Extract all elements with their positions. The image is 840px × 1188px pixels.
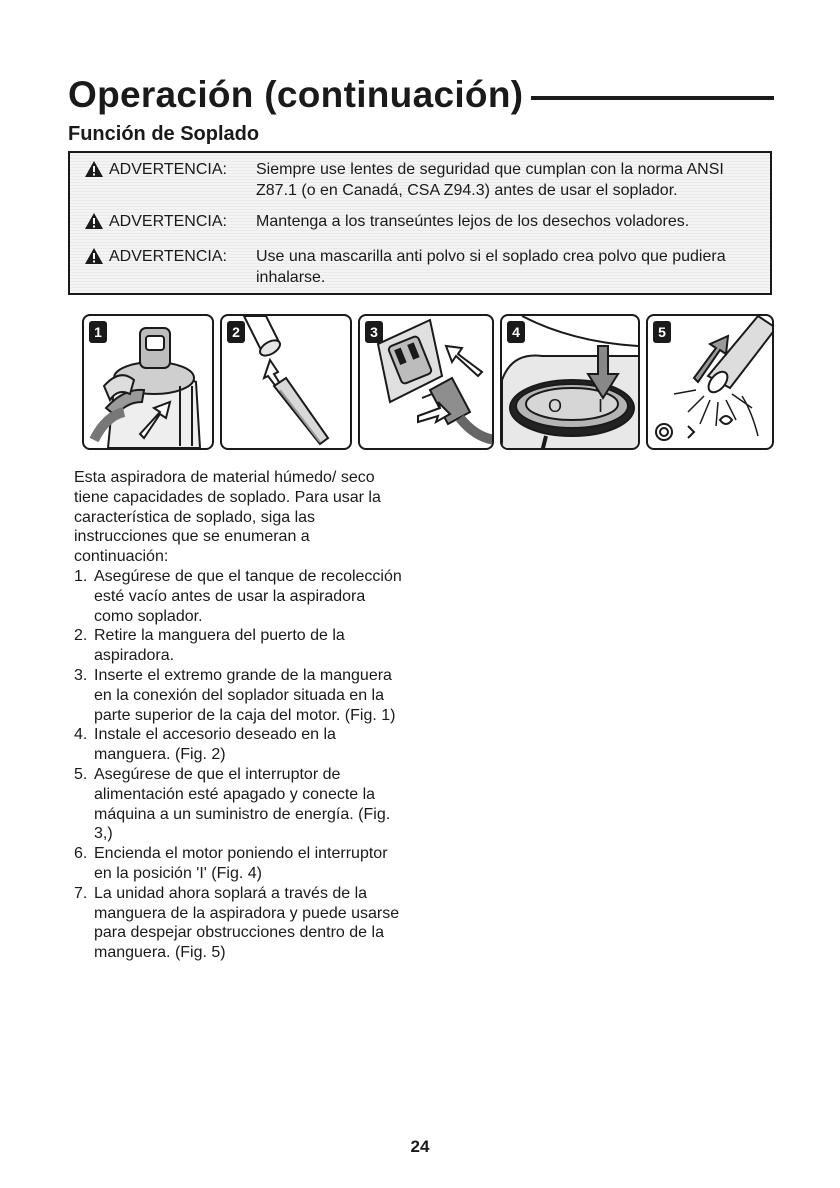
warning-text: Siempre use lentes de seguridad que cumplan con la norma ANSI Z87.1 (o en Canadá, CSA Z94.3) antes de usar el soplador. xyxy=(256,161,724,199)
list-item xyxy=(74,844,404,884)
step-text: Retire la manguera del puerto de la aspiradora. xyxy=(94,627,345,665)
warning-label: ADVERTENCIA: xyxy=(109,213,227,230)
warning-item xyxy=(70,159,766,201)
warning-triangle-icon xyxy=(84,212,104,230)
switch-on-label: I xyxy=(598,396,604,416)
switch-off-label: O xyxy=(548,396,563,416)
figure-number: 1 xyxy=(89,321,107,343)
list-item xyxy=(74,666,404,725)
figure-3 xyxy=(358,314,494,450)
figure-1 xyxy=(82,314,214,450)
warning-box xyxy=(68,151,772,295)
figure-5 xyxy=(646,314,774,450)
step-number: 5. xyxy=(74,765,88,783)
list-item xyxy=(74,725,404,765)
title-rule xyxy=(531,96,774,100)
warning-item xyxy=(70,211,766,232)
list-item xyxy=(74,765,404,844)
step-number: 6. xyxy=(74,845,88,863)
step-number: 2. xyxy=(74,627,88,645)
figure-number: 3 xyxy=(365,321,383,343)
figure-2 xyxy=(220,314,352,450)
step-number: 3. xyxy=(74,666,88,684)
warning-label: ADVERTENCIA: xyxy=(109,248,227,265)
warning-text: Mantenga a los transeúntes lejos de los desechos voladores. xyxy=(256,213,690,230)
page-title: Operación (continuación) xyxy=(68,74,524,115)
figure-number: 2 xyxy=(227,321,245,343)
warning-triangle-icon xyxy=(84,160,104,178)
page-header xyxy=(68,70,774,120)
warning-item xyxy=(70,246,766,288)
step-text: Asegúrese de que el interruptor de alimentación esté apagado y conecte la máquina a un suministro de energía. (Fig. 3,) xyxy=(94,765,391,843)
step-number: 1. xyxy=(74,567,88,585)
figure-number: 5 xyxy=(653,321,671,343)
step-text: La unidad ahora soplará a través de la manguera de la aspiradora y puede usarse para despejar obstrucciones dentro de la manguera. (Fig. 5) xyxy=(94,884,400,962)
list-item xyxy=(74,884,404,963)
intro-paragraph: Esta aspiradora de material húmedo/ seco tiene capacidades de soplado. Para usar la característica de soplado, siga las instrucciones que se enumeran a continuación: xyxy=(74,469,381,566)
page-number: 24 xyxy=(410,1137,430,1156)
step-text: Asegúrese de que el tanque de recolección esté vacío antes de usar la aspiradora como soplador. xyxy=(94,567,402,625)
step-number: 4. xyxy=(74,726,88,744)
warning-label: ADVERTENCIA: xyxy=(109,161,227,178)
steps-list xyxy=(74,567,404,963)
step-text: Inserte el extremo grande de la manguera en la conexión del soplador situada en la parte superior de la caja del motor. (Fig. 1) xyxy=(94,666,396,724)
step-text: Instale el accesorio deseado en la manguera. (Fig. 2) xyxy=(94,726,336,764)
section-heading: Función de Soplado xyxy=(68,123,260,145)
warning-triangle-icon xyxy=(84,247,104,265)
step-text: Encienda el motor poniendo el interruptor en la posición 'I' (Fig. 4) xyxy=(94,845,388,882)
figure-4 xyxy=(500,314,640,450)
figure-number: 4 xyxy=(507,321,525,343)
list-item xyxy=(74,567,404,626)
warning-text: Use una mascarilla anti polvo si el soplado crea polvo que pudiera inhalarse. xyxy=(256,248,726,286)
list-item xyxy=(74,626,404,666)
instructions xyxy=(74,468,404,963)
step-number: 7. xyxy=(74,884,88,902)
